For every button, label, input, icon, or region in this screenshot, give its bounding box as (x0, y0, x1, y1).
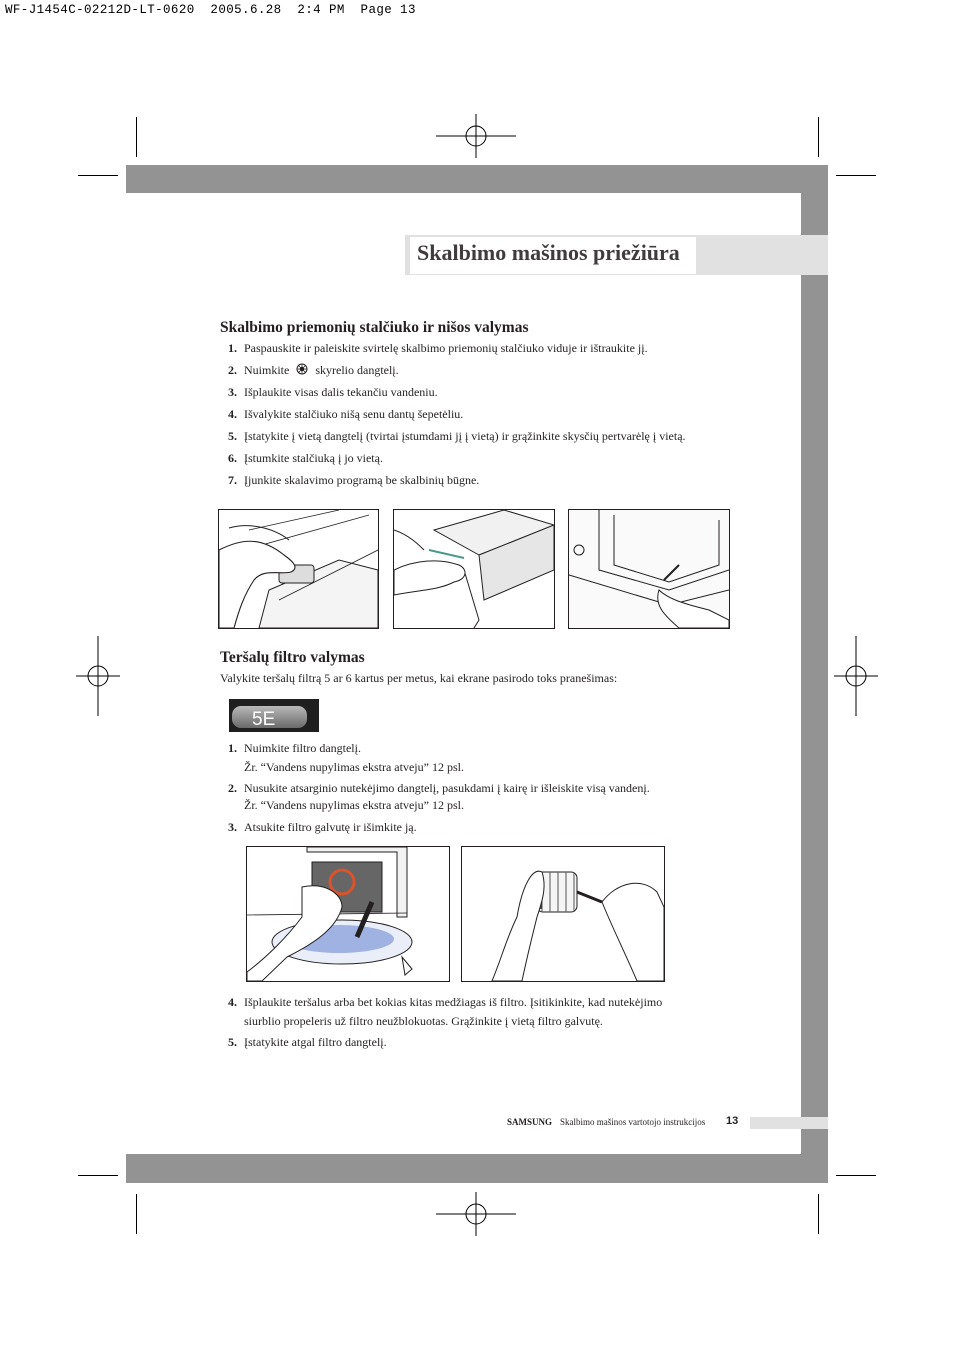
print-slug-line: WF-J1454C-02212D-LT-0620 2005.6.28 2:4 PM Page 13 (5, 3, 416, 17)
step-number: 2. (228, 363, 237, 377)
footer-band (750, 1117, 828, 1129)
step-text: Įjunkite skalavimo programą be skalbinių būgne. (244, 473, 480, 487)
step-number: 3. (228, 820, 237, 834)
section-heading-drawer-cleaning: Skalbimo priemonių stalčiuko ir nišos valymas (220, 319, 529, 336)
step-text-after: skyrelio dangtelį. (315, 363, 399, 377)
registration-mark-right (834, 636, 878, 716)
step-text: Nuimkite filtro dangtelį. (244, 741, 361, 755)
step-text-before: Nuimkite (244, 363, 290, 377)
step-number: 5. (228, 1035, 237, 1049)
display-error-panel (229, 699, 319, 732)
step-number: 1. (228, 741, 237, 755)
registration-mark-top (436, 114, 516, 158)
step-number: 2. (228, 781, 237, 795)
display-screen (232, 706, 307, 728)
step-text: Paspauskite ir paleiskite svirtelę skalbimo priemonių stalčiuko viduje ir ištraukite jį. (244, 341, 648, 355)
illustration-rinse-parts (393, 509, 555, 629)
registration-mark-bottom (436, 1192, 516, 1236)
registration-mark-left (76, 636, 120, 716)
step-text: Nusukite atsarginio nutekėjimo dangtelį, pasukdami į kairę ir išleiskite visą vandenį. (244, 781, 650, 795)
softener-compartment-icon (296, 363, 308, 375)
illustration-clean-recess (568, 509, 730, 629)
step-text: Įstatykite atgal filtro dangtelį. (244, 1035, 387, 1049)
step-text-line2: Žr. “Vandens nupylimas ekstra atveju” 12 psl. (244, 760, 464, 774)
step-text: Išplaukite visas dalis tekančiu vandeniu. (244, 385, 438, 399)
step-number: 1. (228, 341, 237, 355)
display-error-code: 5E (252, 709, 276, 730)
step-number: 7. (228, 473, 237, 487)
step-number: 4. (228, 407, 237, 421)
filter-intro-text: Valykite teršalų filtrą 5 ar 6 kartus per metus, kai ekrane pasirodo toks pranešimas: (220, 671, 618, 685)
step-number: 6. (228, 451, 237, 465)
step-number: 5. (228, 429, 237, 443)
illustration-press-lever (218, 509, 379, 629)
illustration-remove-filter (461, 846, 665, 982)
step-text: Įstumkite stalčiuką į jo vietą. (244, 451, 383, 465)
section-heading-filter-cleaning: Teršalų filtro valymas (220, 649, 365, 666)
step-text: Įstatykite į vietą dangtelį (tvirtai įstumdami jį į vietą) ir grąžinkite skysčių pertvarėlę į vietą. (244, 429, 686, 443)
bottom-frame-bar (126, 1154, 828, 1183)
footer-manual-title: Skalbimo mašinos vartotojo instrukcijos (560, 1117, 706, 1127)
page-number: 13 (726, 1115, 739, 1127)
top-frame-bar (126, 165, 828, 193)
step-text: Išplaukite teršalus arba bet kokias kitas medžiagas iš filtro. Įsitikinkite, kad nutekėjimo (244, 995, 663, 1009)
illustration-drain-water (246, 846, 450, 982)
footer-brand: SAMSUNG (507, 1117, 553, 1127)
step-number: 4. (228, 995, 237, 1009)
page-title: Skalbimo mašinos priežiūra (417, 240, 680, 265)
right-frame-bar (801, 165, 828, 1183)
step-text: Atsukite filtro galvutę ir išimkite ją. (244, 820, 417, 834)
step-text: Išvalykite stalčiuko nišą senu dantų šepetėliu. (244, 407, 464, 421)
step-text-line2: siurblio propeleris už filtro neužblokuotas. Grąžinkite į vietą filtro galvutę. (244, 1014, 603, 1028)
step-text-line2: Žr. “Vandens nupylimas ekstra atveju” 12 psl. (244, 798, 464, 812)
step-number: 3. (228, 385, 237, 399)
